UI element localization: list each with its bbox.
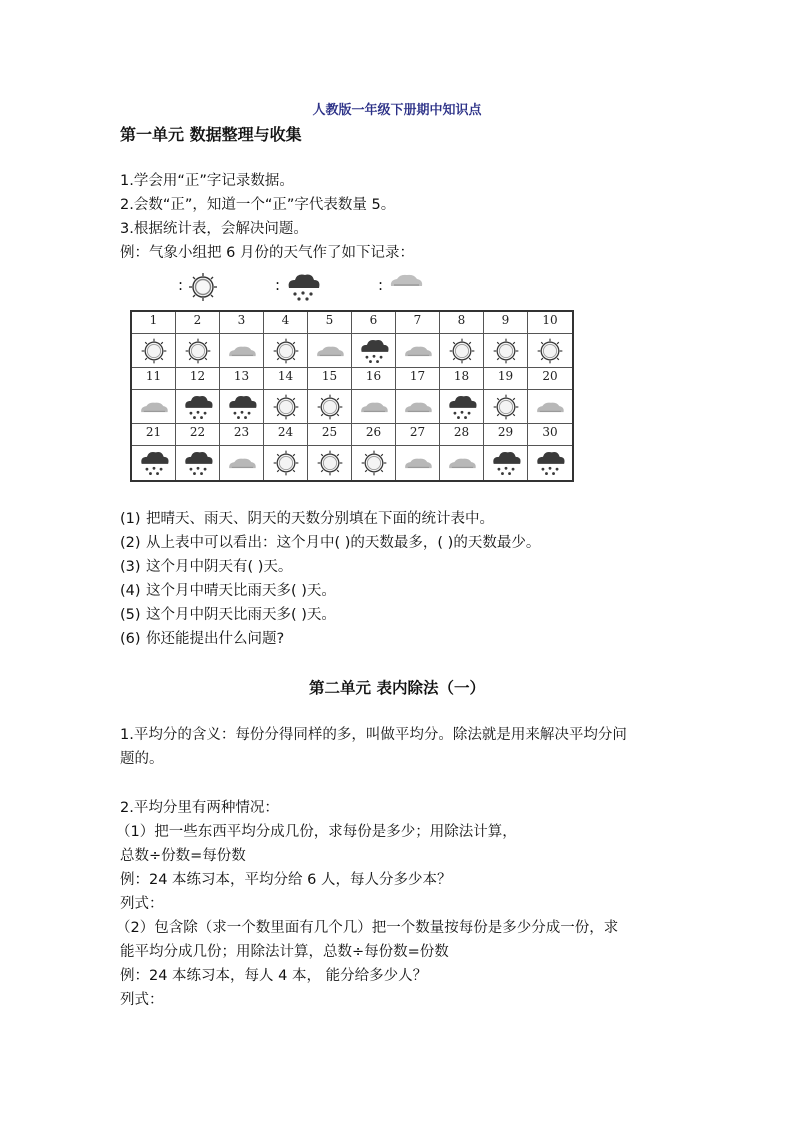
unit1-heading: 第一单元 数据整理与收集	[120, 125, 302, 144]
sun-icon	[183, 336, 213, 366]
unit2-p1-line1: 1.平均分的含义：每份分得同样的多，叫做平均分。除法就是用来解决平均分问	[120, 727, 627, 743]
weather-cell	[440, 390, 484, 424]
overcast-cloud-icon	[225, 342, 259, 360]
weather-cell	[484, 334, 528, 368]
day-number: 12	[189, 369, 206, 383]
overcast-cloud-icon	[313, 342, 347, 360]
day-number-cell	[396, 424, 440, 446]
sun-icon	[491, 336, 521, 366]
rain-cloud-icon	[356, 336, 392, 366]
unit1-point-2: 2.会数“正”，知道一个“正”字代表数量 5。	[120, 197, 396, 213]
day-number-cell	[308, 368, 352, 390]
day-number-cell	[264, 424, 308, 446]
sun-icon	[271, 392, 301, 422]
day-number-cell	[220, 312, 264, 334]
day-number-cell	[484, 368, 528, 390]
day-number-cell	[176, 368, 220, 390]
weather-legend	[120, 270, 580, 306]
overcast-cloud-icon	[357, 398, 391, 416]
day-number: 2	[193, 313, 202, 327]
day-number-cell	[132, 424, 176, 446]
sun-icon	[315, 448, 345, 478]
weather-cell	[132, 390, 176, 424]
weather-cell	[352, 446, 396, 480]
weather-cell	[484, 446, 528, 480]
sun-icon	[491, 392, 521, 422]
sun-icon	[315, 392, 345, 422]
weather-cell	[528, 334, 572, 368]
day-number-cell	[308, 424, 352, 446]
unit2-case1-line2: 总数÷份数=每份数	[120, 848, 246, 864]
day-number-cell	[308, 312, 352, 334]
day-number-cell	[132, 312, 176, 334]
unit1-point-3: 3.根据统计表，会解决问题。	[120, 221, 308, 237]
rain-cloud-icon	[488, 448, 524, 478]
unit2-case1-formula: 列式：	[120, 896, 164, 912]
overcast-cloud-icon	[445, 454, 479, 472]
weather-cell	[176, 390, 220, 424]
weather-cell	[396, 334, 440, 368]
sun-icon	[447, 336, 477, 366]
weather-cell	[220, 390, 264, 424]
rain-cloud-icon	[224, 392, 260, 422]
sun-icon	[359, 448, 389, 478]
day-number: 26	[365, 425, 382, 439]
weather-cell	[176, 334, 220, 368]
day-number: 20	[542, 369, 558, 383]
unit2-heading: 第二单元 表内除法（一）	[309, 678, 485, 697]
day-number: 13	[233, 369, 250, 383]
day-number: 18	[453, 369, 470, 383]
weather-cell	[308, 446, 352, 480]
sun-icon	[139, 336, 169, 366]
day-number: 28	[453, 425, 470, 439]
rain-cloud-icon	[136, 448, 172, 478]
unit1-example: 例：气象小组把 6 月份的天气作了如下记录：	[120, 245, 414, 261]
weather-cell	[484, 390, 528, 424]
day-number: 8	[457, 313, 466, 327]
rain-cloud-icon	[180, 448, 216, 478]
day-number-cell	[484, 312, 528, 334]
question-3: (3) 这个月中阴天有( )天。	[120, 559, 293, 575]
day-number-cell	[176, 424, 220, 446]
weather-cell	[176, 446, 220, 480]
sun-icon	[186, 270, 220, 304]
overcast-cloud-icon	[533, 398, 567, 416]
day-number: 7	[413, 313, 422, 327]
rain-cloud-icon	[444, 392, 480, 422]
day-number-cell	[220, 424, 264, 446]
sun-icon	[271, 336, 301, 366]
day-number: 30	[542, 425, 558, 439]
weather-cell	[528, 446, 572, 480]
day-number: 9	[501, 313, 510, 327]
day-number-cell	[484, 424, 528, 446]
day-number-cell	[440, 424, 484, 446]
day-number-cell	[396, 368, 440, 390]
weather-cell	[132, 446, 176, 480]
day-number: 23	[233, 425, 250, 439]
day-number: 29	[497, 425, 514, 439]
question-5: (5) 这个月中阴天比雨天多( )天。	[120, 607, 336, 623]
day-number: 4	[281, 313, 290, 327]
question-4: (4) 这个月中晴天比雨天多( )天。	[120, 583, 336, 599]
question-2: (2) 从上表中可以看出：这个月中( )的天数最多，( )的天数最少。	[120, 535, 541, 551]
rain-cloud-icon	[532, 448, 568, 478]
weather-cell	[396, 446, 440, 480]
unit2-case2-line1: （2）包含除（求一个数里面有几个几）把一个数量按每份是多少分成一份，求	[116, 920, 619, 936]
day-number-cell	[264, 368, 308, 390]
weather-cell	[352, 334, 396, 368]
weather-cell	[308, 334, 352, 368]
overcast-cloud-icon	[401, 454, 435, 472]
weather-cell	[264, 446, 308, 480]
day-number: 21	[145, 425, 162, 439]
day-number-cell	[132, 368, 176, 390]
overcast-cloud-icon	[137, 398, 171, 416]
day-number: 11	[145, 369, 162, 383]
sun-icon	[271, 448, 301, 478]
weather-cell	[308, 390, 352, 424]
unit1-point-1: 1.学会用“正”字记录数据。	[120, 173, 294, 189]
day-number: 14	[277, 369, 294, 383]
overcast-cloud-icon	[401, 342, 435, 360]
day-number: 10	[542, 313, 558, 327]
sun-icon	[535, 336, 565, 366]
unit2-case2-example: 例：24 本练习本，每人 4 本， 能分给多少人？	[120, 968, 428, 984]
day-number-cell	[396, 312, 440, 334]
rain-cloud-icon	[180, 392, 216, 422]
day-number-cell	[176, 312, 220, 334]
day-number: 17	[409, 369, 426, 383]
weather-cell	[220, 446, 264, 480]
overcast-cloud-icon	[225, 454, 259, 472]
day-number-cell	[220, 368, 264, 390]
unit2-p2: 2.平均分里有两种情况：	[120, 800, 279, 816]
day-number: 16	[365, 369, 382, 383]
weather-cell	[440, 334, 484, 368]
unit2-case2-line2: 能平均分成几份；用除法计算，总数÷每份数=份数	[120, 944, 449, 960]
day-number: 1	[149, 313, 158, 327]
weather-cell	[132, 334, 176, 368]
day-number: 27	[409, 425, 426, 439]
question-6: (6) 你还能提出什么问题?	[120, 631, 285, 647]
weather-cell	[528, 390, 572, 424]
unit2-p1-line2: 题的。	[120, 751, 164, 767]
rain-cloud-icon	[283, 270, 323, 304]
day-number: 3	[237, 313, 246, 327]
day-number-cell	[440, 312, 484, 334]
day-number-cell	[528, 368, 572, 390]
day-number-cell	[528, 424, 572, 446]
weather-cell	[264, 390, 308, 424]
weather-cell	[220, 334, 264, 368]
day-number: 19	[497, 369, 514, 383]
unit2-case1-example: 例：24 本练习本，平均分给 6 人，每人分多少本？	[120, 872, 452, 888]
weather-cell	[440, 446, 484, 480]
weather-calendar-table	[130, 310, 574, 482]
overcast-cloud-icon	[401, 398, 435, 416]
day-number-cell	[440, 368, 484, 390]
document-title: 人教版一年级下册期中知识点	[312, 103, 482, 118]
day-number-cell	[264, 312, 308, 334]
overcast-cloud-icon	[386, 270, 426, 290]
day-number: 24	[277, 425, 294, 439]
day-number: 15	[321, 369, 338, 383]
weather-cell	[264, 334, 308, 368]
day-number: 6	[369, 313, 378, 327]
day-number-cell	[352, 312, 396, 334]
legend-colon: :	[275, 276, 281, 294]
day-number: 5	[325, 313, 334, 327]
legend-colon: :	[178, 276, 184, 294]
unit2-case1-line1: （1）把一些东西平均分成几份，求每份是多少；用除法计算，	[116, 824, 517, 840]
day-number-cell	[352, 368, 396, 390]
weather-cell	[352, 390, 396, 424]
day-number: 22	[189, 425, 206, 439]
legend-colon: :	[378, 276, 384, 294]
day-number-cell	[352, 424, 396, 446]
weather-cell	[396, 390, 440, 424]
unit2-case2-formula: 列式：	[120, 992, 164, 1008]
question-1: (1) 把晴天、雨天、阴天的天数分别填在下面的统计表中。	[120, 511, 494, 527]
day-number: 25	[321, 425, 338, 439]
day-number-cell	[528, 312, 572, 334]
